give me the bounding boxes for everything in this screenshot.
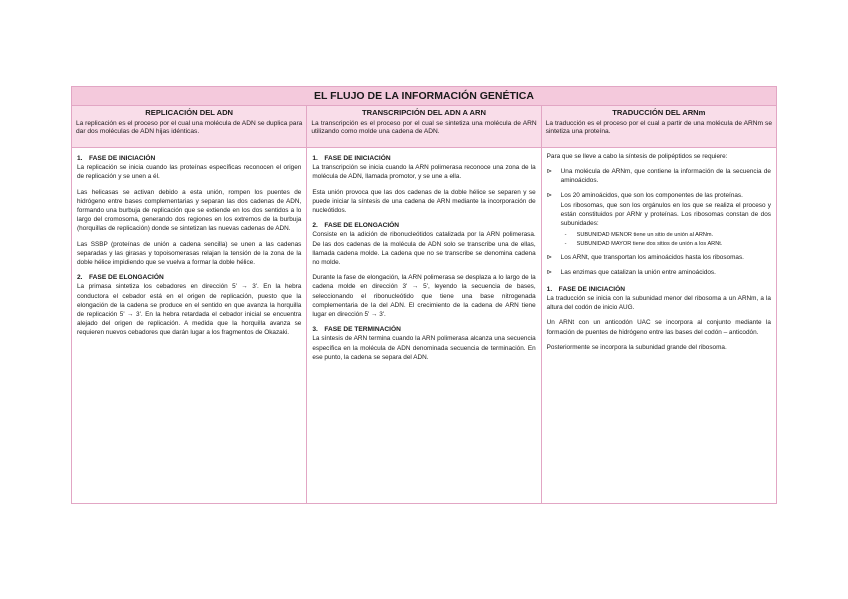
list-item-continuation: Los ribosomas, que son los orgánulos en los que se realiza el proceso y están constituidos por ARNr y proteínas. Los ribosomas constan de dos subunidades: <box>560 201 771 228</box>
triangle-bullet-icon: ⊳ <box>546 254 553 262</box>
list-item <box>547 191 771 200</box>
list-item <box>547 268 771 277</box>
dash-bullet-icon: - <box>564 232 567 239</box>
replication-initiation-heading <box>77 154 301 163</box>
triangle-bullet-icon: ⊳ <box>546 168 553 176</box>
list-item-text: Los ARNt, que transportan los aminoácidos hasta los ribosomas. <box>560 254 744 262</box>
list-item <box>547 167 771 185</box>
transcription-header <box>307 106 540 148</box>
dash-bullet-icon: - <box>564 241 567 248</box>
genetic-flow-table <box>71 86 777 504</box>
column-translation <box>542 106 776 504</box>
paragraph: Esta unión provoca que las dos cadenas de la doble hélice se separen y se puede iniciar la síntesis de una cadena de ARN mediante la incorporación de nucleótidos. <box>312 188 536 215</box>
sub-list-item <box>565 240 771 248</box>
transcription-elongation-heading <box>312 221 535 230</box>
transcription-heading: TRANSCRIPCIÓN DEL ADN A ARN <box>361 108 487 117</box>
replication-heading: REPLICACIÓN DEL ADN <box>145 108 234 117</box>
section-title: FASE DE ELONGACIÓN <box>89 274 164 282</box>
list-item-text: Una molécula de ARNm, que contiene la información de la secuencia de aminoácidos. <box>560 168 771 185</box>
sub-list-item-text: SUBUNIDAD MAYOR tiene dos sitios de unión a los ARNt. <box>576 241 723 248</box>
paragraph: La síntesis de ARN termina cuando la ARN polimerasa alcanza una secuencia específica en la molécula de ADN denominada secuencia de terminación. En ese punto, la cadena se separa del ADN. <box>312 335 536 361</box>
replication-description: La replicación es el proceso por el cual una molécula de ADN se duplica para dar dos moléculas de ADN hijas idénticas. <box>76 120 303 136</box>
column-transcription <box>307 106 541 504</box>
translation-body <box>542 148 776 504</box>
list-item <box>547 253 771 262</box>
paragraph: La transcripción se inicia cuando la ARN polimerasa reconoce una zona de la molécula de ADN, llamada promotor, y se une a ella. <box>312 164 536 181</box>
transcription-initiation-heading <box>312 154 535 163</box>
paragraph: Un ARNt con un anticodón UAC se incorpora al conjunto mediante la formación de puentes de hidrógeno entre las bases del codón – anticodón. <box>546 319 771 336</box>
triangle-bullet-icon: ⊳ <box>546 191 553 199</box>
section-title: FASE DE INICIACIÓN <box>89 155 156 162</box>
translation-heading: TRADUCCIÓN DEL ARNm <box>612 108 706 117</box>
transcription-termination-heading <box>312 325 535 334</box>
paragraph: Las helicasas se activan debido a esta unión, rompen los puentes de hidrógeno entre bases complementarias y separan las dos cadenas de ADN, formando una burbuja de replicación que se extiende en los dos sentidos a lo largo del cromosoma, generando dos regiones en los extremos de la burbuja (horquillas de replicación) donde se sintetizan las nuevas cadenas de ADN. <box>77 188 302 233</box>
paragraph: La primasa sintetiza los cebadores en dirección 5' → 3'. En la hebra conductora el cebador está en el origen de replicación, puesto que la elongación de la cadena se produce en el sentido en que avanza la horquilla de replicación 5' → 3'. En la hebra retardada el cebador inicial se encuentra alejado del origen de replicación. A medida que la horquilla avanza se requieren nuevos cebadores que darán lugar a los fragmentos de Okazaki. <box>77 283 302 337</box>
section-number: 2. <box>312 222 318 230</box>
column-replication <box>72 106 307 504</box>
section-number: 3. <box>312 326 318 334</box>
paragraph: Para que se lleve a cabo la síntesis de polipéptidos se requiere: <box>546 153 728 160</box>
paragraph: La replicación se inicia cuando las proteínas específicas reconocen el origen de replicación y se unen a él. <box>77 164 302 181</box>
paragraph: Durante la fase de elongación, la ARN polimerasa se desplaza a lo largo de la cadena molde en dirección 3' → 5', leyendo la secuencia de bases, seleccionando el ribonucleótido que tiene una base nitrogenada complementaria de la del ADN. El crecimiento de la cadena de ARN tiene lugar en dirección 5' → 3'. <box>312 274 536 319</box>
paragraph: Posteriormente se incorpora la subunidad grande del ribosoma. <box>546 343 727 351</box>
translation-header <box>542 106 776 148</box>
replication-header <box>72 106 306 148</box>
translation-description: La traducción es el proceso por el cual a partir de una molécula de ARNm se sintetiza una proteína. <box>545 120 772 136</box>
triangle-bullet-icon: ⊳ <box>546 268 553 276</box>
section-number: 2. <box>77 274 83 282</box>
list-item-text: Los 20 aminoácidos, que son los componentes de las proteínas. <box>560 191 743 199</box>
replication-elongation-heading <box>77 273 301 282</box>
table-title: EL FLUJO DE LA INFORMACIÓN GENÉTICA <box>72 87 776 106</box>
paragraph: La traducción se inicia con la subunidad menor del ribosoma a un ARNm, a la altura del codón de inicio AUG. <box>546 295 771 312</box>
paragraph: Consiste en la adición de ribonucleótidos catalizada por la ARN polimerasa. De las dos cadenas de la molécula de ADN solo se transcribe una de ellas, llamada cadena molde. La cadena que no se transcribe se denomina cadena no molde. <box>312 231 536 267</box>
list-item-text: Las enzimas que catalizan la unión entre aminoácidos. <box>560 268 716 276</box>
transcription-body <box>307 148 540 504</box>
section-title: FASE DE ELONGACIÓN <box>324 222 400 230</box>
section-number: 1. <box>77 155 83 162</box>
sub-list-item-text: SUBUNIDAD MENOR tiene un sitio de unión al ARNm. <box>576 232 714 239</box>
section-number: 1. <box>312 155 318 162</box>
section-number: 1. <box>546 285 553 293</box>
translation-initiation-heading <box>547 285 771 294</box>
paragraph: Las SSBP (proteínas de unión a cadena sencilla) se unen a las cadenas separadas y las girasas y topoisomerasas relajan la tensión de la zona de la doble hélice impidiendo que se vuelva a formar la doble hélice. <box>77 240 302 267</box>
section-title: FASE DE TERMINACIÓN <box>324 326 401 334</box>
sub-list-item <box>565 231 771 239</box>
replication-body <box>72 148 306 504</box>
section-title: FASE DE INICIACIÓN <box>324 155 391 162</box>
transcription-description: La transcripción es el proceso por el cual se sintetiza una molécula de ARN utilizando como molde una cadena de ADN. <box>311 120 537 136</box>
section-title: FASE DE INICIACIÓN <box>558 285 625 293</box>
